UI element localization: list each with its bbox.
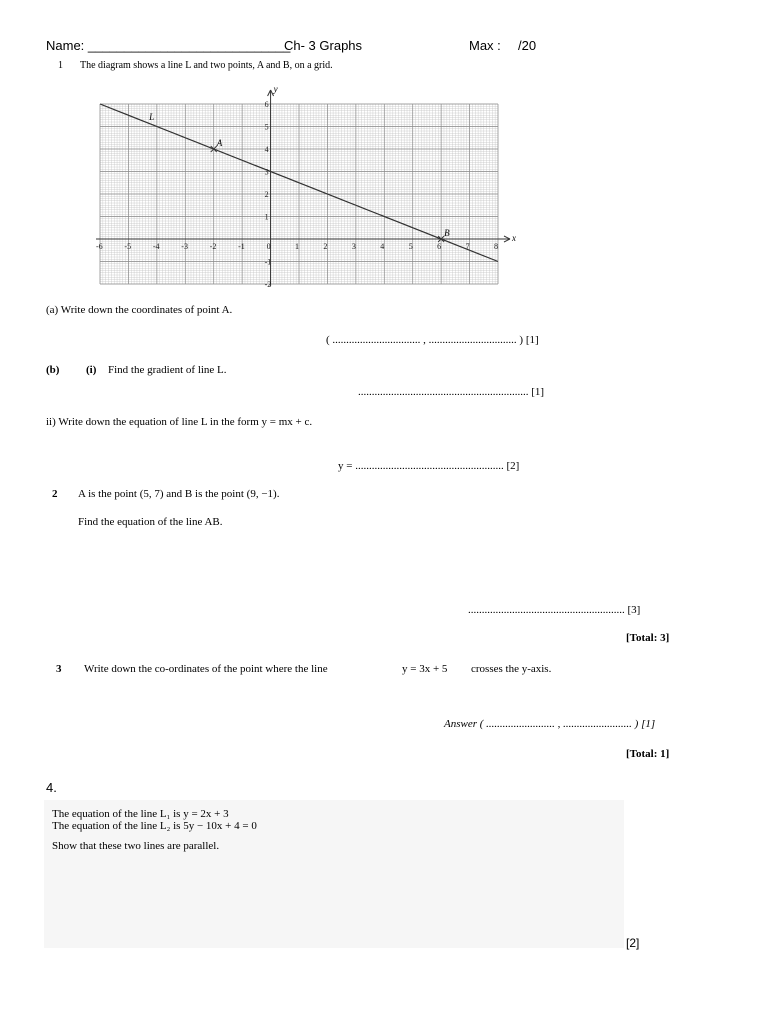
- q3-number: 3: [56, 663, 62, 675]
- x-tick-label: 7: [465, 242, 470, 251]
- x-tick-label: 4: [380, 242, 385, 251]
- tick-labels: [96, 100, 498, 289]
- x-tick-label: 1: [295, 242, 299, 251]
- point-label: A: [216, 138, 223, 148]
- q2-answer[interactable]: ......................................................... [3]: [468, 604, 641, 616]
- q1-part-a-answer[interactable]: ( ................................ , ................................ ) [1]: [326, 334, 539, 346]
- q2-instruction: Find the equation of the line AB.: [78, 516, 223, 528]
- y-tick-label: 3: [264, 167, 269, 177]
- x-tick-label: 2: [323, 242, 328, 251]
- point-label: B: [444, 228, 450, 238]
- y-tick-label: 1: [264, 212, 269, 222]
- q3-text-end: crosses the y-axis.: [471, 663, 552, 675]
- q2-number: 2: [52, 488, 58, 500]
- x-tick-label: 8: [494, 242, 498, 251]
- q2-text: A is the point (5, 7) and B is the point (9, −1).: [78, 488, 280, 500]
- y-tick-label: 2: [264, 190, 269, 199]
- q1-intro: The diagram shows a line L and two points, A and B, on a grid.: [80, 60, 333, 71]
- q4-instruction: Show that these two lines are parallel.: [52, 840, 220, 852]
- x-tick-label: 3: [351, 242, 356, 251]
- q3-total: [Total: 1]: [626, 748, 670, 760]
- y-tick-label: -2: [264, 280, 272, 289]
- q3-text: Write down the co-ordinates of the point where the line: [84, 663, 328, 675]
- q4-marks: [2]: [626, 936, 640, 950]
- q3-answer[interactable]: Answer ( ......................... , ......................... ) [1]: [444, 718, 656, 730]
- name-field[interactable]: Name: ____________________________: [46, 38, 291, 53]
- q4-line1: The equation of the line L₁ is y = 2x + 3: [52, 808, 229, 820]
- y-axis-label: y: [273, 86, 278, 94]
- x-tick-label: -5: [124, 242, 132, 251]
- line-label: L: [149, 112, 155, 122]
- y-tick-label: 5: [264, 122, 269, 132]
- y-tick-label: 4: [264, 145, 269, 154]
- q1-graph: [86, 86, 516, 291]
- y-tick-label: -1: [264, 257, 272, 267]
- chapter-title: Ch- 3 Graphs: [284, 38, 363, 53]
- q1-part-b-i-answer[interactable]: .............................................................. [1]: [358, 386, 545, 398]
- q4-line2: The equation of the line L₂ is 5y − 10x + 4 = 0: [52, 820, 257, 832]
- x-tick-label: 0: [266, 242, 271, 251]
- q1-part-b-i: Find the gradient of line L.: [108, 364, 227, 376]
- q1-part-b-ii: ii) Write down the equation of line L in the form y = mx + c.: [46, 416, 313, 428]
- x-axis-label: x: [512, 233, 516, 243]
- x-tick-label: -1: [238, 242, 245, 251]
- x-tick-label: -2: [209, 242, 217, 251]
- q1-part-b-i-label: (i): [86, 364, 97, 376]
- q1-number: 1: [58, 60, 63, 71]
- max-label: Max :: [469, 38, 501, 53]
- q1-part-a: (a) Write down the coordinates of point A.: [46, 304, 233, 316]
- q3-equation: y = 3x + 5: [402, 663, 448, 675]
- y-tick-label: 6: [264, 100, 269, 109]
- max-score: /20: [518, 38, 537, 53]
- x-tick-label: -6: [96, 242, 103, 251]
- q4-number: 4.: [46, 780, 57, 795]
- x-tick-label: 6: [437, 242, 442, 251]
- x-tick-label: 5: [408, 242, 413, 251]
- q2-total: [Total: 3]: [626, 632, 670, 644]
- x-tick-label: -3: [181, 242, 188, 251]
- x-tick-label: -4: [152, 242, 160, 251]
- q1-part-b-label: (b): [46, 364, 60, 376]
- q1-part-b-ii-answer[interactable]: y = ...................................................... [2]: [338, 460, 520, 472]
